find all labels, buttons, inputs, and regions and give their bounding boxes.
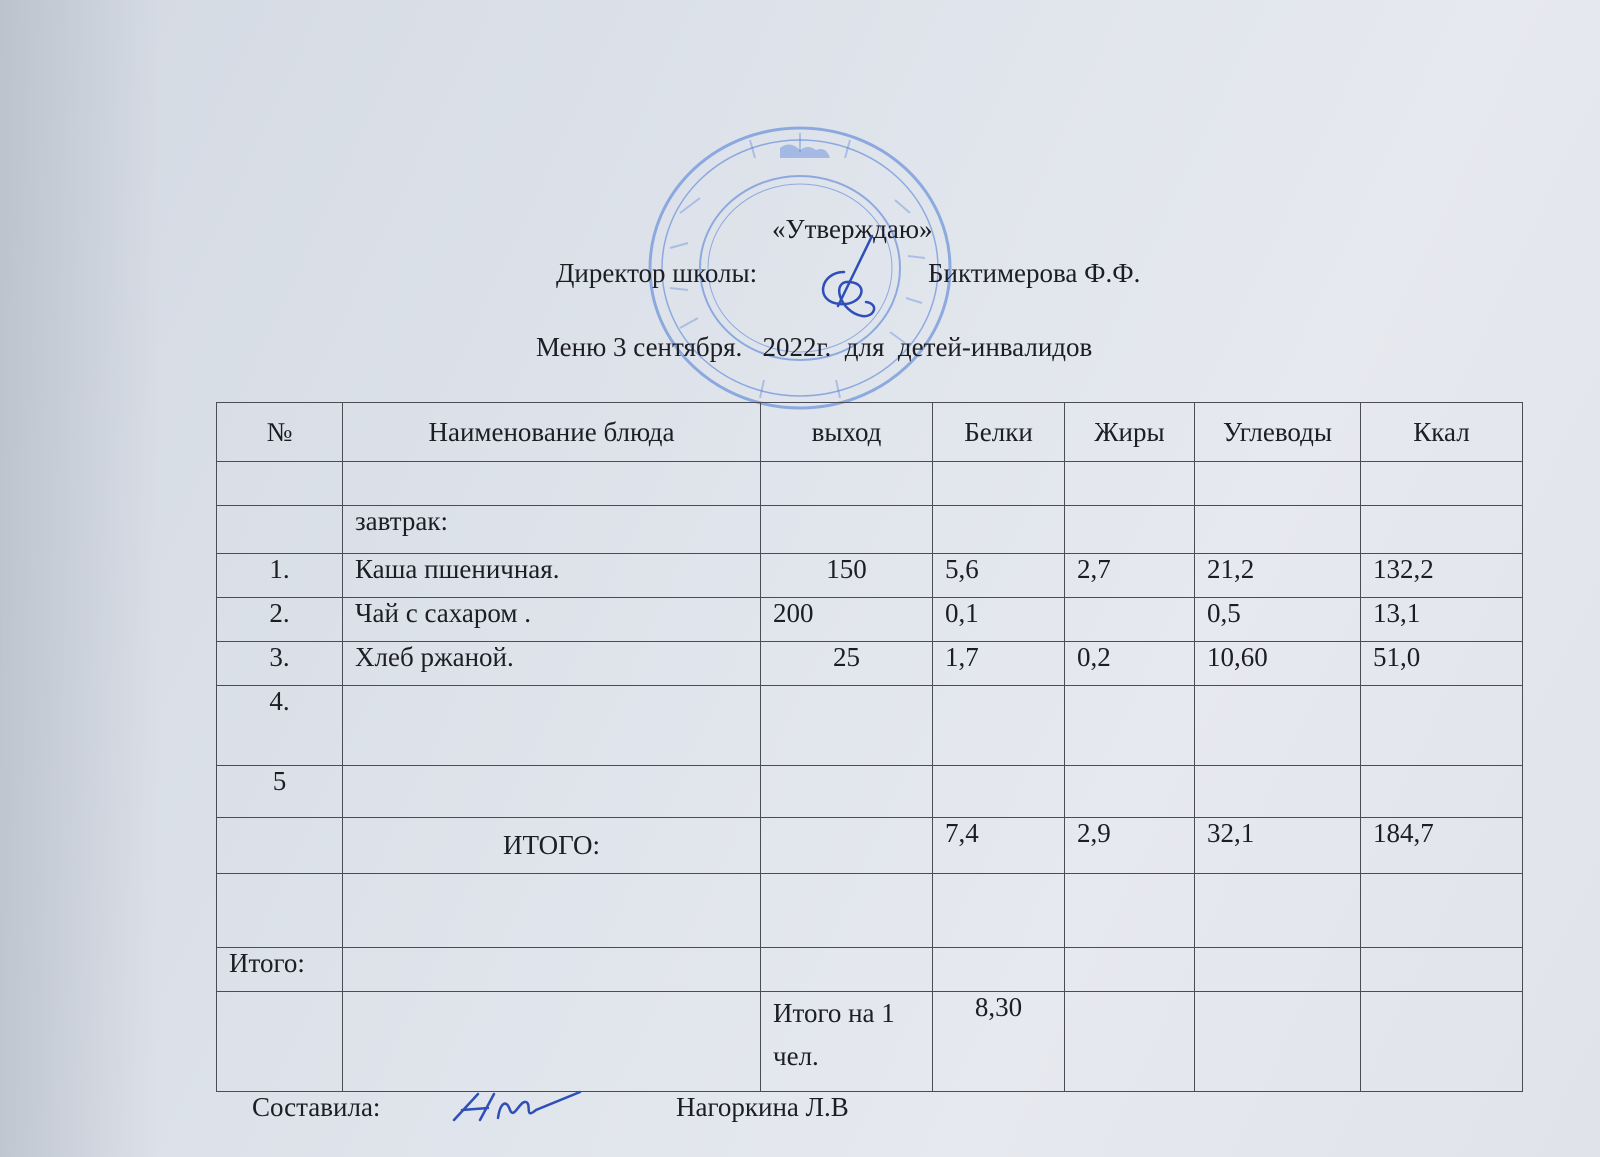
row-num: 4.	[217, 686, 343, 766]
table-row	[217, 462, 1523, 506]
dish-name: Чай с сахаром .	[343, 598, 761, 642]
itogo-label: Итого:	[217, 948, 343, 992]
dish-fats: 2,7	[1065, 554, 1195, 598]
total-fats: 2,9	[1065, 818, 1195, 874]
page-shadow	[0, 0, 160, 1157]
row-num: 5	[217, 766, 343, 818]
table-row	[217, 554, 1523, 598]
dish-proteins: 0,1	[933, 598, 1065, 642]
dish-proteins: 1,7	[933, 642, 1065, 686]
approve-heading: «Утверждаю»	[772, 214, 933, 244]
table-row	[217, 506, 1523, 554]
dish-output: 150	[761, 554, 933, 598]
table-row	[217, 642, 1523, 686]
col-header-kcal: Ккал	[1361, 403, 1523, 462]
total-proteins: 7,4	[933, 818, 1065, 874]
row-num: 2.	[217, 598, 343, 642]
menu-title: Меню 3 сентября. 2022г. для детей-инвалидов	[536, 332, 1093, 362]
row-num: 3.	[217, 642, 343, 686]
table-row	[217, 686, 1523, 766]
col-header-dish: Наименование блюда	[343, 403, 761, 462]
dish-kcal: 51,0	[1361, 642, 1523, 686]
table-header-row	[217, 403, 1523, 462]
table-row	[217, 598, 1523, 642]
total-kcal: 184,7	[1361, 818, 1523, 874]
dish-carbs: 0,5	[1195, 598, 1361, 642]
dish-name: Хлеб ржаной.	[343, 642, 761, 686]
per-person-row	[217, 992, 1523, 1092]
total-label: ИТОГО:	[343, 818, 761, 874]
dish-output: 200	[761, 598, 933, 642]
dish-carbs: 10,60	[1195, 642, 1361, 686]
compiled-by-label: Составила:	[252, 1092, 381, 1122]
col-header-carbs: Углеводы	[1195, 403, 1361, 462]
dish-proteins: 5,6	[933, 554, 1065, 598]
compiler-signature	[448, 1080, 588, 1132]
dish-carbs: 21,2	[1195, 554, 1361, 598]
dish-kcal: 13,1	[1361, 598, 1523, 642]
col-header-fats: Жиры	[1065, 403, 1195, 462]
director-label: Директор школы:	[556, 258, 758, 288]
col-header-proteins: Белки	[933, 403, 1065, 462]
row-num: 1.	[217, 554, 343, 598]
per-person-value: 8,30	[933, 992, 1065, 1092]
dish-output: 25	[761, 642, 933, 686]
total-carbs: 32,1	[1195, 818, 1361, 874]
per-person-label: Итого на 1 чел.	[761, 992, 933, 1092]
dish-fats	[1065, 598, 1195, 642]
dish-name: Каша пшеничная.	[343, 554, 761, 598]
table-row	[217, 874, 1523, 948]
director-signature	[800, 232, 900, 332]
total-row	[217, 818, 1523, 874]
table-row	[217, 948, 1523, 992]
compiler-name: Нагоркина Л.В	[676, 1092, 849, 1122]
dish-fats: 0,2	[1065, 642, 1195, 686]
col-header-output: выход	[761, 403, 933, 462]
section-label: завтрак:	[343, 506, 761, 554]
director-name: Биктимерова Ф.Ф.	[928, 258, 1141, 288]
table-row	[217, 766, 1523, 818]
dish-kcal: 132,2	[1361, 554, 1523, 598]
menu-table	[216, 402, 1523, 1092]
col-header-num: №	[217, 403, 343, 462]
